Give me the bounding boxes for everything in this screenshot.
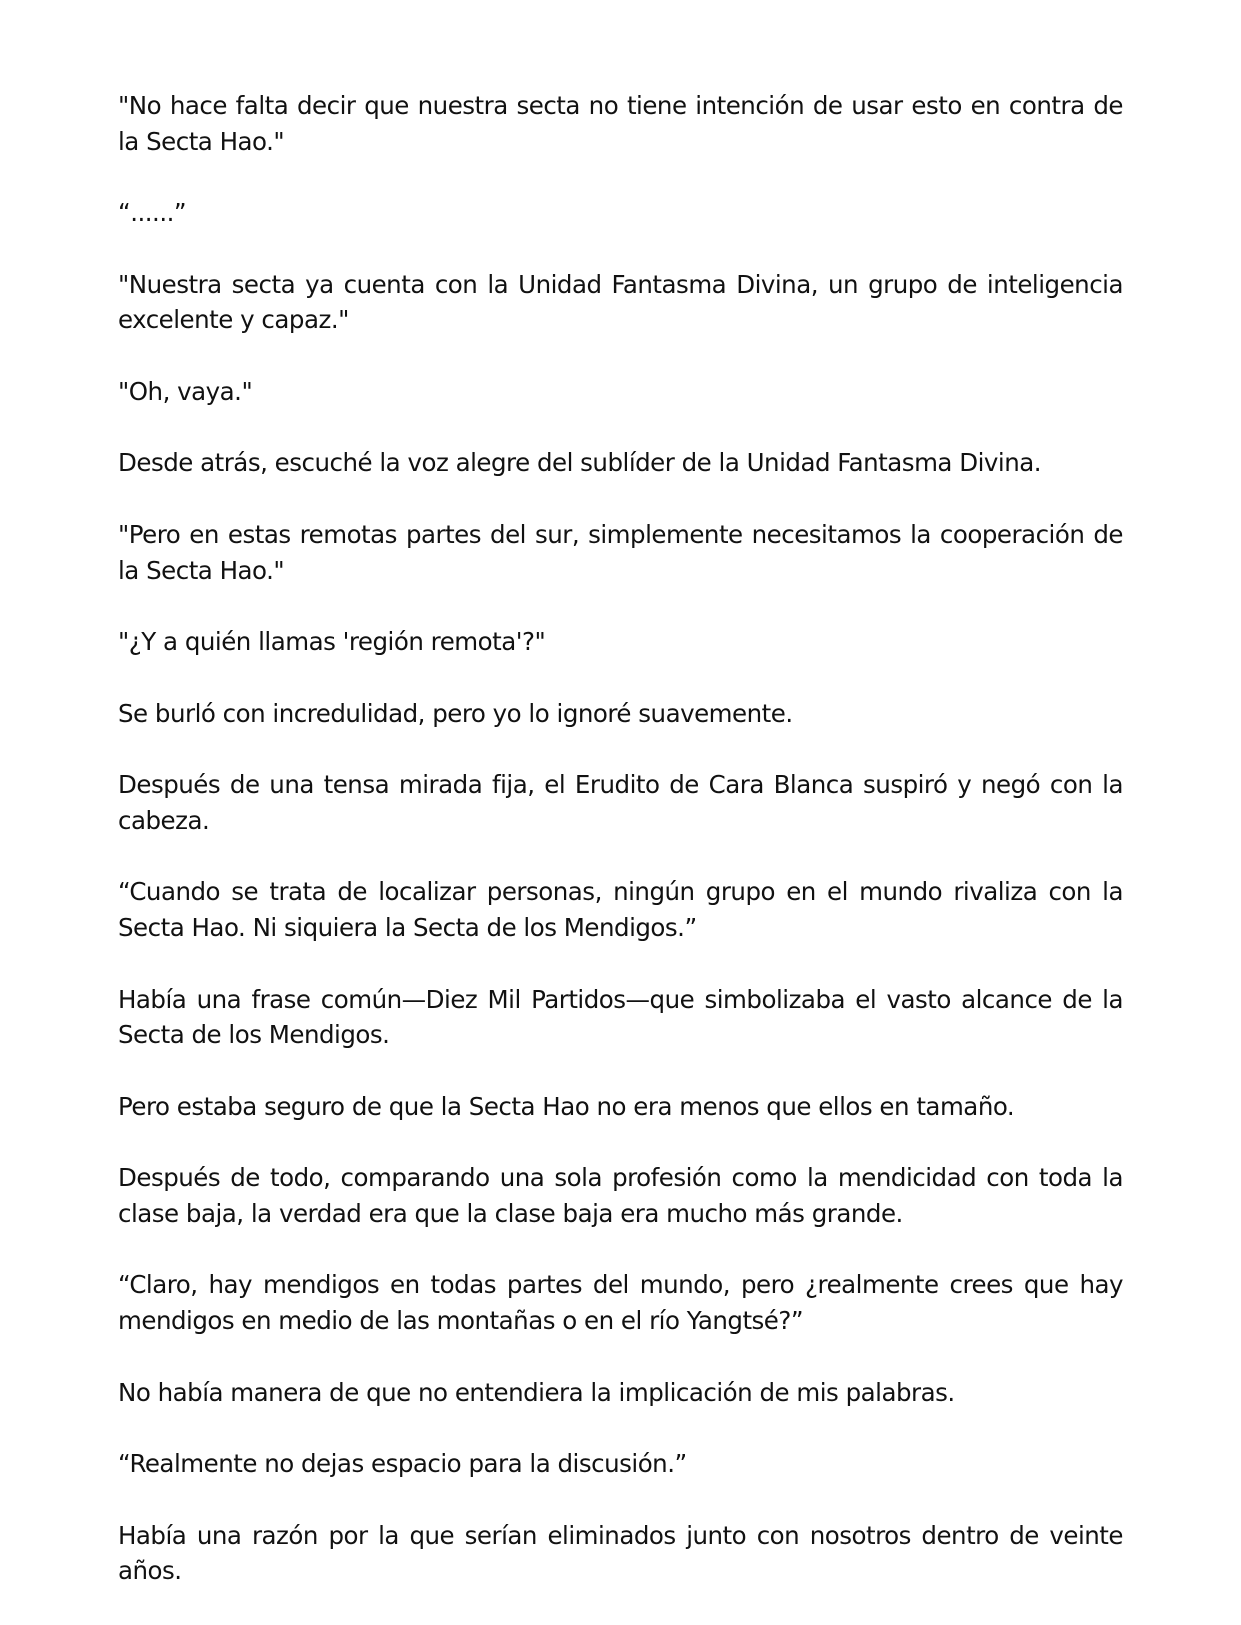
paragraph-2: “......” bbox=[118, 198, 187, 228]
paragraph-1: "No hace falta decir que nuestra secta no tiene intención de usar esto en contra de la Secta Hao." bbox=[118, 91, 1123, 156]
paragraph-3: "Nuestra secta ya cuenta con la Unidad Fantasma Divina, un grupo de inteligencia excelente y capaz." bbox=[118, 269, 1123, 335]
paragraph-6: "Pero en estas remotas partes del sur, simplemente necesitamos la cooperación de la Secta Hao." bbox=[118, 519, 1123, 585]
paragraph-16: “Realmente no dejas espacio para la discusión.” bbox=[118, 1449, 687, 1479]
paragraph-17: Había una razón por la que serían eliminados junto con nosotros dentro de veinte años. bbox=[118, 1520, 1123, 1586]
paragraph-7: "¿Y a quién llamas 'región remota'?" bbox=[118, 627, 546, 657]
paragraph-13: Después de todo, comparando una sola profesión como la mendicidad con toda la clase baja, la verdad era que la clase baja era mucho más grande. bbox=[118, 1163, 1123, 1228]
paragraph-8: Se burló con incredulidad, pero yo lo ignoré suavemente. bbox=[118, 698, 793, 728]
paragraph-15: No había manera de que no entendiera la implicación de mis palabras. bbox=[118, 1377, 955, 1407]
document-page bbox=[118, 88, 1123, 1625]
paragraph-12: Pero estaba seguro de que la Secta Hao no era menos que ellos en tamaño. bbox=[118, 1091, 1015, 1121]
paragraph-5: Desde atrás, escuché la voz alegre del sublíder de la Unidad Fantasma Divina. bbox=[118, 448, 1042, 478]
paragraph-10: “Cuando se trata de localizar personas, ningún grupo en el mundo rivaliza con la Secta Hao. Ni siquiera la Secta de los Mendigos.” bbox=[118, 877, 1123, 943]
paragraph-11: Había una frase común—Diez Mil Partidos—que simbolizaba el vasto alcance de la Secta de los Mendigos. bbox=[118, 984, 1123, 1050]
paragraph-9: Después de una tensa mirada fija, el Erudito de Cara Blanca suspiró y negó con la cabeza. bbox=[118, 770, 1123, 835]
paragraph-14: “Claro, hay mendigos en todas partes del mundo, pero ¿realmente crees que hay mendigos en medio de las montañas o en el río Yangtsé?” bbox=[118, 1270, 1123, 1336]
paragraph-4: "Oh, vaya." bbox=[118, 376, 253, 406]
